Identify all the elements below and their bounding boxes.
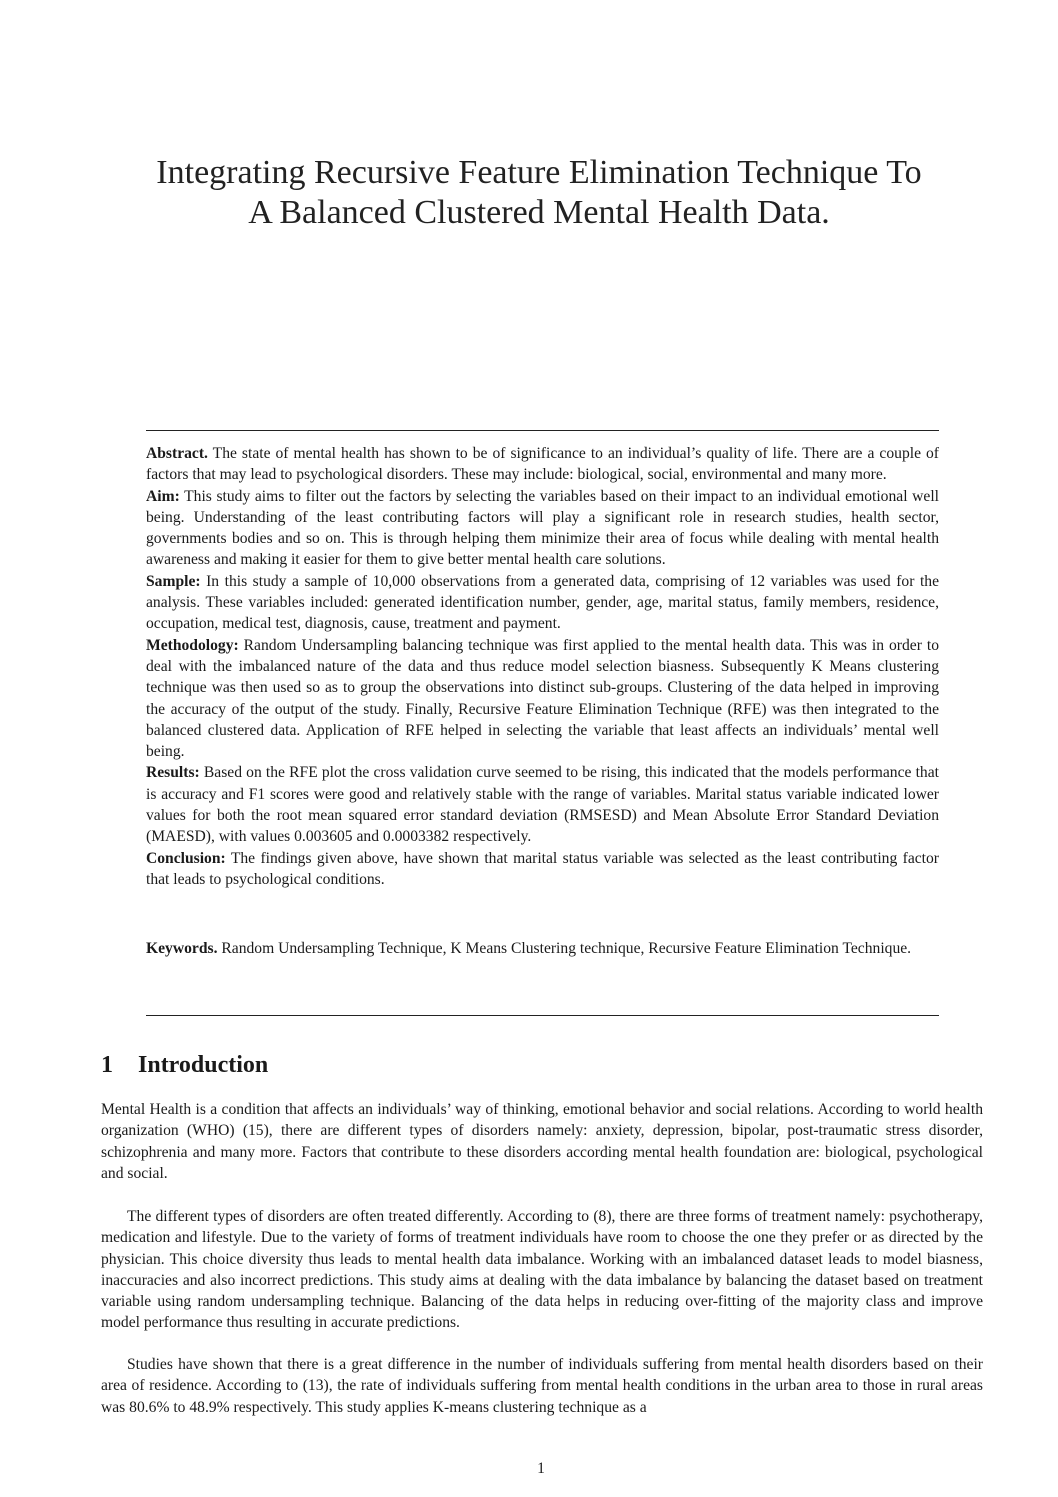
methodology-text: Random Undersampling balancing technique was first applied to the mental health data. This was in order to deal with the imbalanced nature of the data and thus reduce model selection biasness. Subsequently K Means clustering technique was then used so as to group the observations into distinct sub-groups. Clustering of the data helped in improving the accuracy of the output of the study. Finally, Recursive Feature Elimination Technique (RFE) was then integrated to the balanced clustered data. Application of RFE helped in selecting the variable that least affects an individuals’ mental well being. xyxy=(146,636,939,761)
abstract-label: Abstract. xyxy=(146,445,208,462)
paper-title-line-2: A Balanced Clustered Mental Health Data. xyxy=(248,194,830,231)
body-paragraph-text: The different types of disorders are often treated differently. According to (8), there are three forms of treatment namely: psychotherapy, medication and lifestyle. Due to the variety of forms of treatment individuals have room to choose the one they prefer or as directed by the physician. This choice diversity thus leads to mental health data imbalance. Working with an imbalanced dataset leads to model biasness, inaccuracies and also incorrect predictions. This study aims at dealing with the data imbalance by balancing the dataset based on treatment variable using random undersampling technique. Balancing of the data helps in reducing over-fitting of the majority class and improve model performance thus resulting in accurate predictions. xyxy=(101,1208,983,1332)
methodology-paragraph xyxy=(146,635,939,763)
abstract-text: The state of mental health has shown to be of significance to an individual’s quality of life. There are a couple of factors that may lead to psychological disorders. These may include: biological, social, environmental and many more. xyxy=(146,445,939,484)
body-paragraph xyxy=(101,1099,983,1184)
abstract-block xyxy=(146,443,939,890)
aim-paragraph xyxy=(146,486,939,571)
body-paragraph-text: Studies have shown that there is a great difference in the number of individuals suffering from mental health disorders based on their area of residence. According to (13), the rate of individuals suffering from mental health conditions in the urban area to those in rural areas was 80.6% to 48.9% respectively. This study applies K-means clustering technique as a xyxy=(101,1356,983,1416)
abstract-bottom-rule xyxy=(146,1015,939,1016)
conclusion-label: Conclusion: xyxy=(146,849,226,867)
aim-text: This study aims to filter out the factors by selecting the variables based on their impact to an individual emotional well being. Understanding of the least contributing factors will play a significant role in research studies, health sector, governments bodies and so on. This is through helping them minimize their area of focus while dealing with mental health awareness and making it easier for them to give better mental health care solutions. xyxy=(146,487,939,569)
abstract-top-rule xyxy=(146,430,939,431)
keywords-label: Keywords. xyxy=(146,940,218,957)
keywords-text: Random Undersampling Technique, K Means Clustering technique, Recursive Feature Elimination Technique. xyxy=(217,940,912,957)
results-label: Results: xyxy=(146,764,200,782)
section-number: 1 xyxy=(101,1052,113,1078)
conclusion-paragraph xyxy=(146,848,939,891)
sample-text: In this study a sample of 10,000 observations from a generated data, comprising of 12 variables was used for the analysis. These variables included: generated identification number, gender, age, marital status, family members, residence, occupation, medical test, diagnosis, cause, treatment and payment. xyxy=(146,572,939,633)
body-paragraph-text: Mental Health is a condition that affects an individuals’ way of thinking, emotional behavior and social relations. According to world health organization (WHO) (15), there are different types of disorders namely: anxiety, depression, bipolar, post-traumatic stress disorder, schizophrenia and many more. Factors that contribute to these disorders according mental health foundation are: biological, psychological and social. xyxy=(101,1101,983,1182)
sample-label: Sample: xyxy=(146,572,201,590)
sample-paragraph xyxy=(146,571,939,635)
methodology-label: Methodology: xyxy=(146,636,239,654)
page-number: 1 xyxy=(537,1460,545,1477)
section-title: Introduction xyxy=(138,1052,269,1078)
paper-title-line-1: Integrating Recursive Feature Elimination Technique To xyxy=(156,154,922,191)
body-paragraph xyxy=(101,1354,983,1418)
section-heading-introduction xyxy=(101,1050,268,1080)
abstract-paragraph xyxy=(146,443,939,486)
conclusion-text: The findings given above, have shown that marital status variable was selected as the least contributing factor that leads to psychological conditions. xyxy=(146,849,939,888)
paper-title xyxy=(60,153,1018,233)
keywords-block xyxy=(146,938,939,959)
results-text: Based on the RFE plot the cross validation curve seemed to be rising, this indicated that the models performance that is accuracy and F1 scores were good and relatively stable with the range of variables. Marital status variable indicated lower values for both the root mean squared error standard deviation (RMSESD) and Mean Absolute Error Standard Deviation (MAESD), with values 0.003605 and 0.0003382 respectively. xyxy=(146,764,939,846)
aim-label: Aim: xyxy=(146,487,180,505)
results-paragraph xyxy=(146,762,939,847)
body-paragraph xyxy=(101,1206,983,1334)
